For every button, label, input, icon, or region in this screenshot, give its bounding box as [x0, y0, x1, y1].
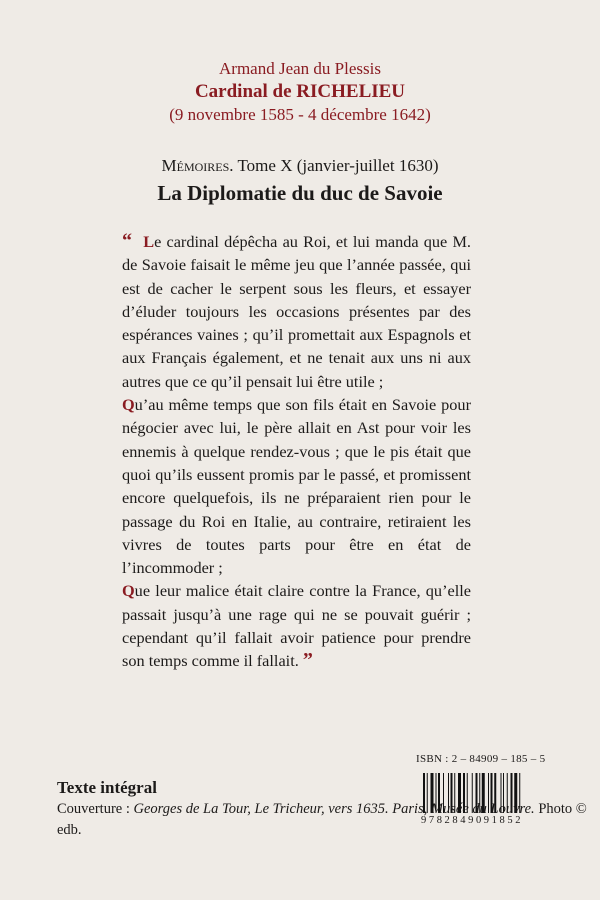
- isbn-label: ISBN : 2 – 84909 – 185 – 5: [416, 753, 546, 765]
- quote-block: [122, 230, 471, 673]
- drop-initial: L: [143, 232, 155, 251]
- series-volume: . Tome X (janvier-juillet 1630): [229, 156, 439, 175]
- quote-paragraph: [122, 393, 471, 579]
- close-quote-mark: ”: [302, 649, 313, 672]
- author-title: Cardinal de RICHELIEU: [194, 81, 406, 102]
- drop-initial: Q: [122, 581, 135, 601]
- barcode-number: 9782849091852: [421, 815, 524, 826]
- book-title: La Diplomatie du duc de Savoie: [157, 181, 443, 205]
- author-dates: (9 novembre 1585 - 4 décembre 1642): [169, 105, 431, 124]
- paragraph-text: ue leur malice était claire contre la France, qu’elle passait jusqu’à une rage qui ne se pouvait guérir ; cependant qu’il fallait avoir patience pour prendre son temps comme il fallait.: [122, 581, 471, 671]
- full-text-label: Texte intégral: [57, 778, 157, 797]
- cover-credit: [57, 799, 600, 841]
- author-name: Armand Jean du Plessis: [219, 59, 381, 78]
- series-line: [0, 155, 600, 177]
- author-header: [0, 58, 600, 126]
- painting-credit: Georges de La Tour, Le Tricheur, vers 1635. Paris, Musée du Louvre.: [133, 801, 535, 817]
- credit-prefix: Couverture :: [57, 801, 134, 817]
- series-name: Mémoires: [161, 156, 230, 175]
- paragraph-text: e cardinal dépêcha au Roi, et lui manda que M. de Savoie faisait le même jeu que l’année passée, qui est de cacher le serpent sous les fleurs, et essayer d’éluder toujours les occasions présentes par des espérances vaines ; qu’il promettait aux Espagnols et aux Français également, et ne tenait aux uns ni aux autres que ce qu’il pensait lui être utile ;: [122, 232, 471, 391]
- quote-paragraph: [122, 230, 471, 393]
- quote-paragraph: [122, 579, 471, 672]
- footer-credits: [57, 777, 600, 841]
- photo-credit: Photo © edb.: [57, 801, 587, 838]
- paragraph-text: u’au même temps que son fils était en Savoie pour négocier avec lui, le père allait en Ast pour voir les ennemis à quelque rendez-vous ; que le pis était que quoi qu’ils eussent promis par le passé, et promissent encore quelquefois, ils ne préparaient rien pour le passage du Roi en Italie, au contraire, retiraient les vivres de toutes parts pour être en état de l’incommoder ;: [122, 395, 471, 578]
- drop-initial: Q: [122, 395, 135, 415]
- open-quote-mark: “: [122, 230, 132, 252]
